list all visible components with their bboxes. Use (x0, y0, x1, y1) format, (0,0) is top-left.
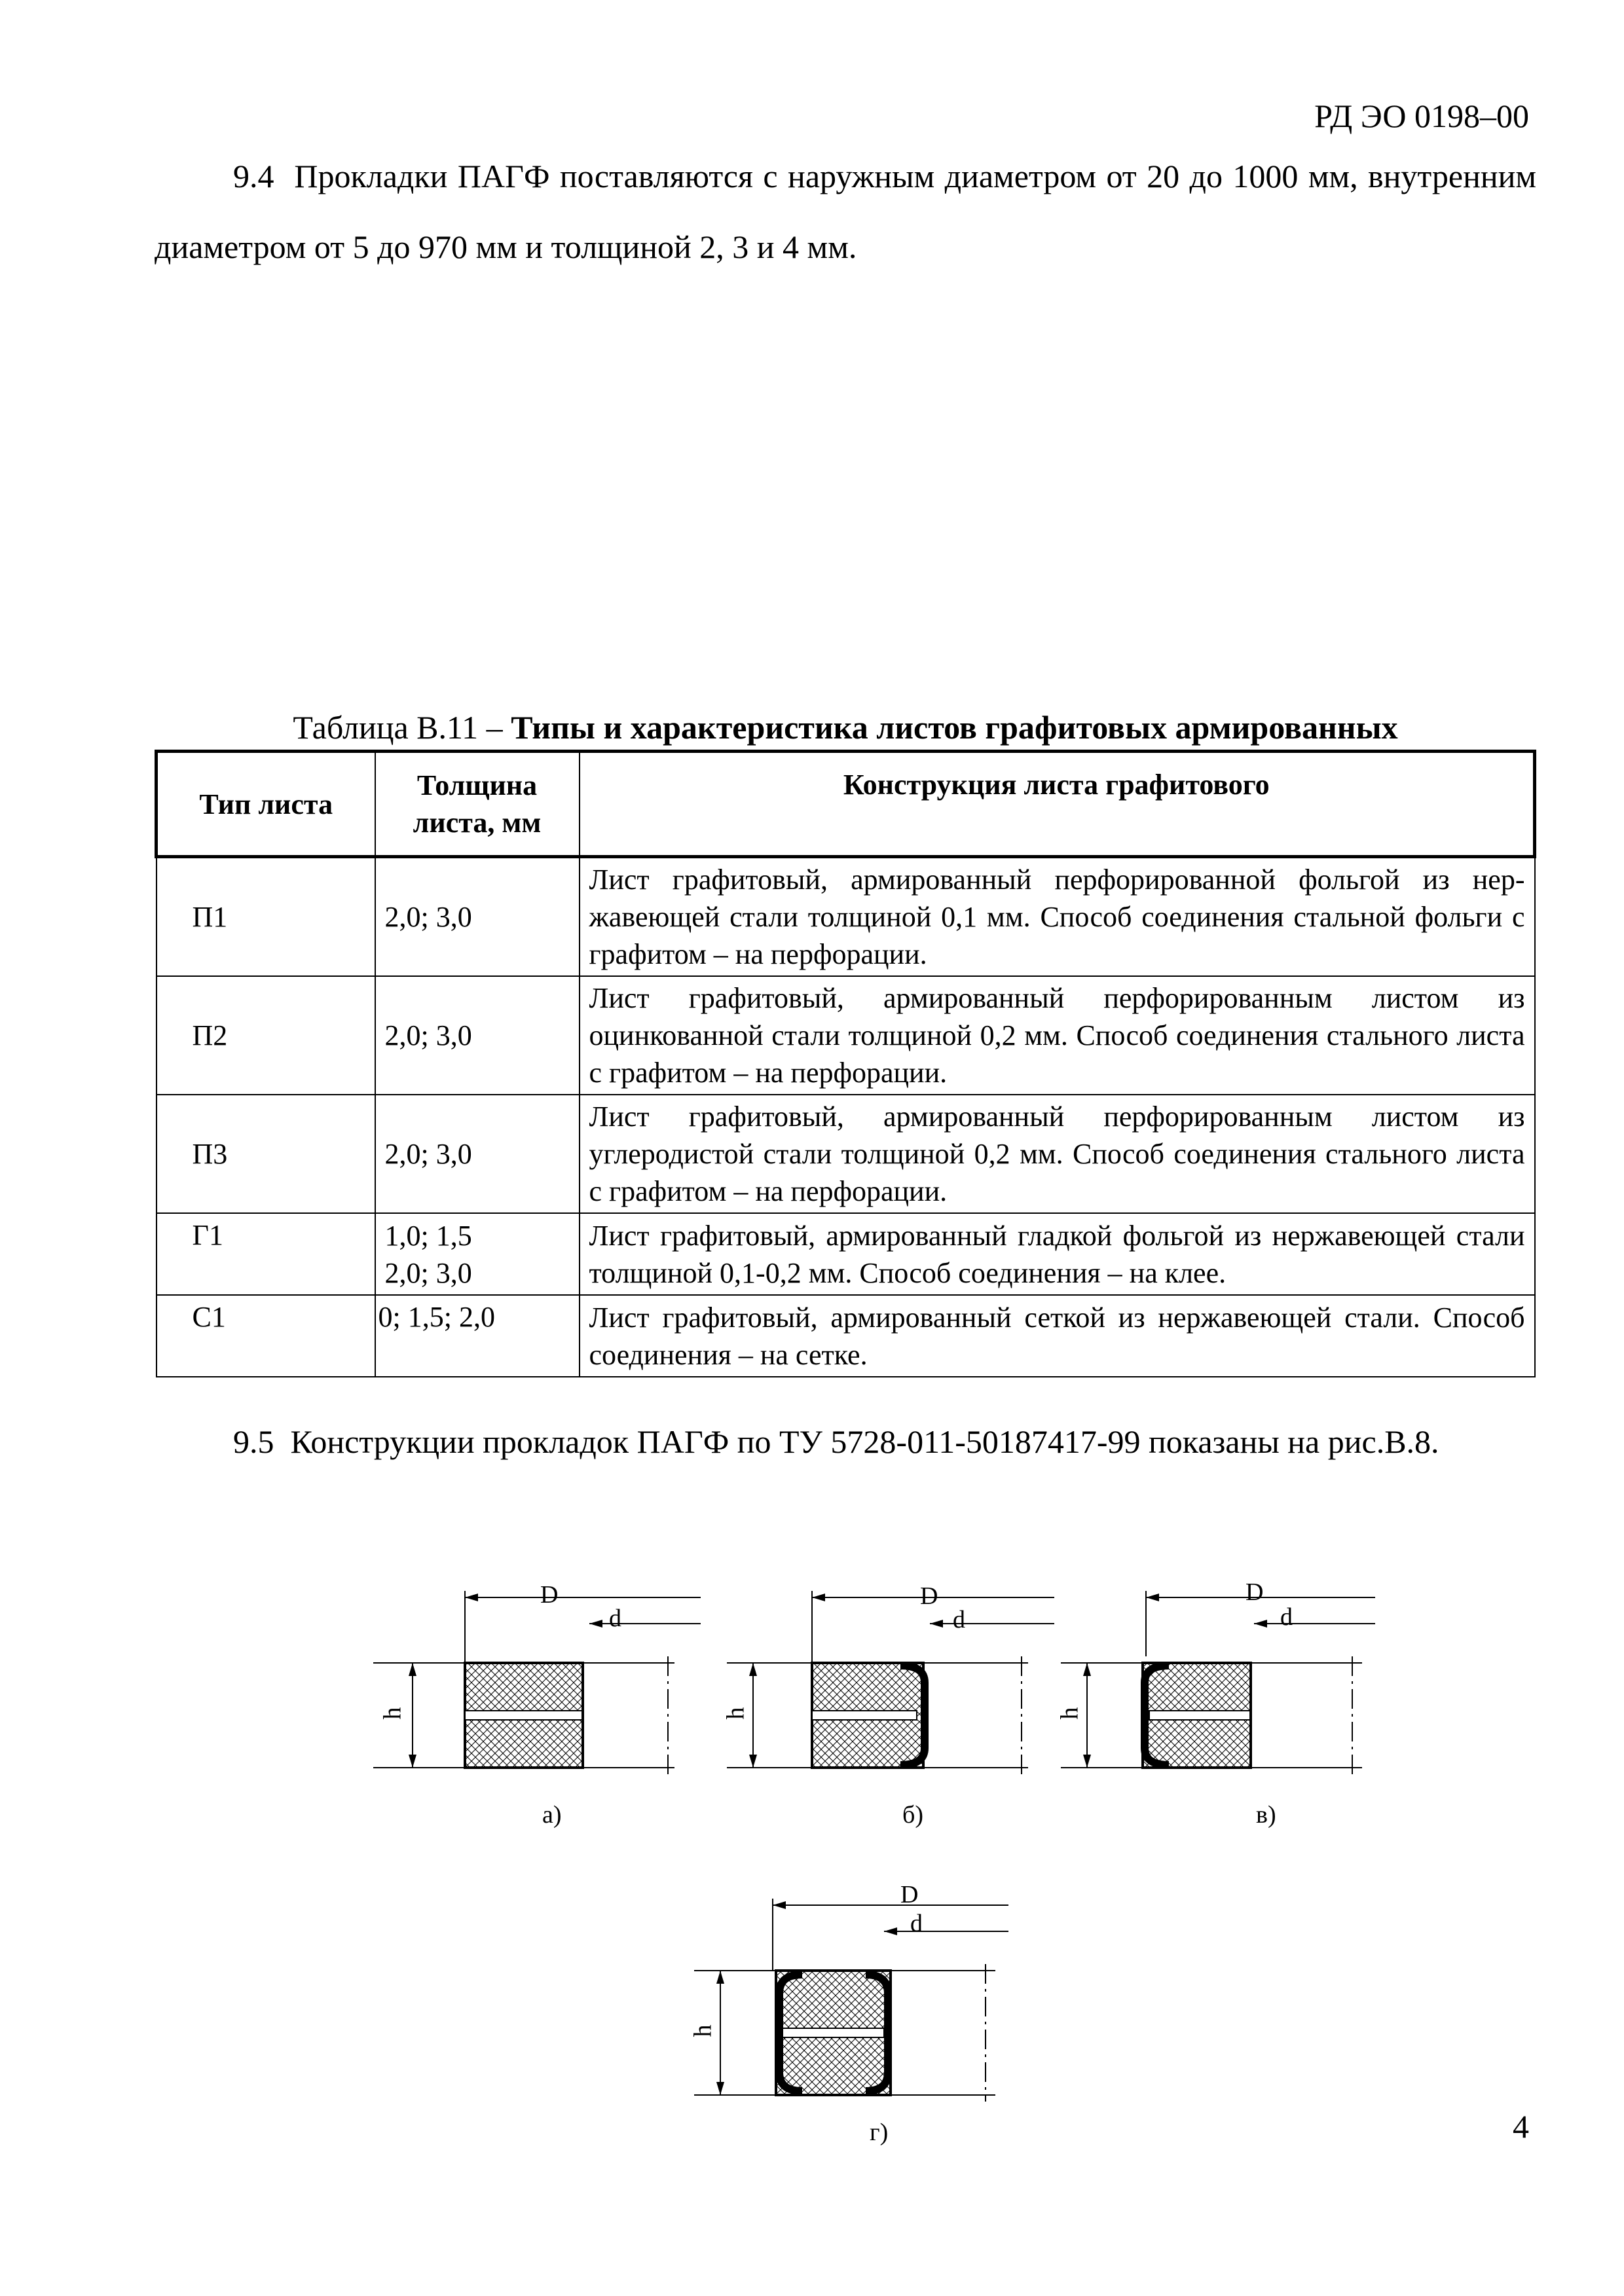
section-number: 9.4 (233, 158, 274, 194)
table-caption (155, 708, 1536, 746)
dimension-label-d: d (609, 1605, 621, 1632)
table-row (157, 1213, 1535, 1295)
sheet-types-table (155, 750, 1536, 1377)
section-number: 9.5 (233, 1423, 274, 1460)
figure-label: г) (870, 2119, 889, 2146)
dimension-label-h: h (722, 1707, 750, 1720)
dimension-label-D: D (900, 1881, 919, 1908)
dimension-label-h: h (1056, 1707, 1084, 1720)
header-construction: Конструкция листа графитового (580, 752, 1535, 857)
gasket-figure-a (373, 1581, 701, 1829)
cell-type: Г1 (157, 1213, 375, 1295)
gasket-figure-d (689, 1881, 1022, 2146)
figure-label: а) (542, 1801, 562, 1829)
cell-construction: Лист графитовый, армированный перфорированным листом из углеродистой стали толщиной 0,2 мм. Способ соединения стального листа с графитом – на перфорации. (580, 1095, 1535, 1213)
cell-type: П3 (157, 1095, 375, 1213)
gasket-diagram-c (1061, 1584, 1388, 1781)
table-header-row (157, 752, 1535, 857)
cell-thickness: 0; 1,5; 2,0 (375, 1295, 580, 1377)
paragraph-9-4 (155, 141, 1536, 282)
cell-construction: Лист графитовый, армированный перфорированной фольгой из нер-жавеющей стали толщиной 0,1 мм. Способ соединения стальной фольги с графитом – на перфорации. (580, 857, 1535, 977)
cell-construction: Лист графитовый, армированный сеткой из нержавеющей стали. Способ соединения – на сетке. (580, 1295, 1535, 1377)
gasket-figure-b (722, 1582, 1054, 1829)
gasket-diagram-a (373, 1584, 701, 1781)
dimension-label-D: D (1246, 1578, 1264, 1606)
table-row (157, 1095, 1535, 1213)
dimension-label-h: h (378, 1707, 407, 1720)
cell-type: П2 (157, 976, 375, 1095)
cell-thickness: 2,0; 3,0 (375, 1095, 580, 1213)
page-number: 4 (1513, 2108, 1529, 2145)
table-row (157, 976, 1535, 1095)
gasket-figure-c (1056, 1578, 1388, 1829)
cell-thickness: 2,0; 3,0 (375, 976, 580, 1095)
dimension-label-D: D (920, 1582, 938, 1610)
cell-thickness: 1,0; 1,5 2,0; 3,0 (375, 1213, 580, 1295)
gasket-diagram-b (727, 1584, 1054, 1781)
cell-construction: Лист графитовый, армированный гладкой фольгой из нержавеющей стали толщиной 0,1-0,2 мм. Способ соединения – на клее. (580, 1213, 1535, 1295)
header-sheet-type: Тип листа (157, 752, 375, 857)
table-caption-prefix: Таблица В.11 – (293, 709, 511, 746)
cell-construction: Лист графитовый, армированный перфорированным листом из оцинкованной стали толщиной 0,2 мм. Способ соединения стального листа с графитом – на перфорации. (580, 976, 1535, 1095)
table-caption-title: Типы и характеристика листов графитовых армированных (511, 709, 1398, 746)
dimension-label-h: h (689, 2024, 717, 2037)
paragraph-text: Прокладки ПАГФ поставляются с наружным диаметром от 20 до 1000 мм, внутренним диаметром от 5 до 970 мм и толщиной 2, 3 и 4 мм. (155, 158, 1536, 265)
gasket-diagram-d (694, 1886, 1022, 2108)
cell-type: С1 (157, 1295, 375, 1377)
table-row (157, 1295, 1535, 1377)
paragraph-text: Конструкции прокладок ПАГФ по ТУ 5728-011-50187417-99 показаны на рис.В.8. (290, 1423, 1439, 1460)
dimension-label-d: d (910, 1910, 923, 1937)
figure-label: б) (902, 1801, 923, 1829)
dimension-label-d: d (953, 1606, 965, 1633)
dimension-label-d: d (1280, 1603, 1293, 1631)
table-row (157, 857, 1535, 977)
paragraph-9-5 (155, 1406, 1536, 1477)
cell-thickness: 2,0; 3,0 (375, 857, 580, 977)
document-id: РД ЭО 0198–00 (1314, 98, 1529, 134)
figure-label: в) (1256, 1801, 1276, 1829)
header-thickness: Толщина листа, мм (375, 752, 580, 857)
dimension-label-D: D (540, 1581, 559, 1609)
cell-type: П1 (157, 857, 375, 977)
